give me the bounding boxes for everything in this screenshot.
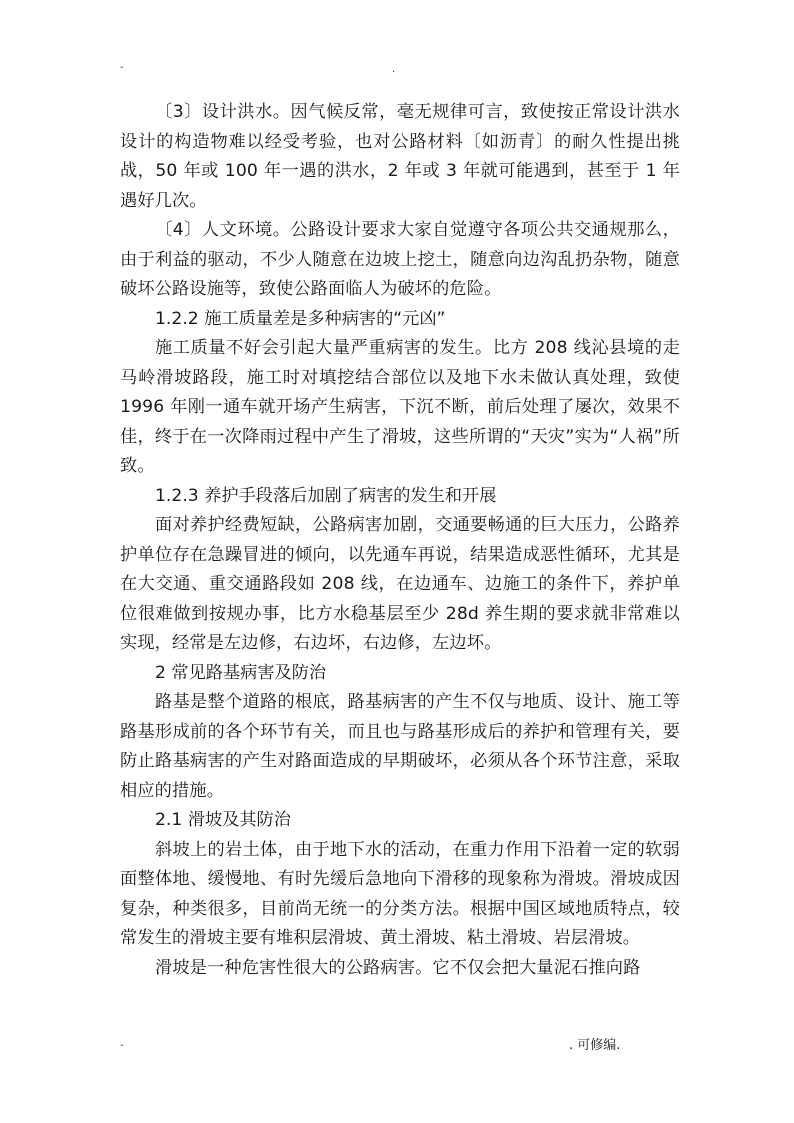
- heading-2: 2 常见路基病害及防治: [155, 662, 327, 683]
- footer-editable-note: . 可修编.: [569, 1038, 621, 1053]
- heading-1-2-2: 1.2.2 施工质量差是多种病害的“元凶”: [155, 308, 446, 329]
- document-body: [120, 98, 680, 983]
- footer-left-mark: -: [120, 1040, 124, 1051]
- header-left-mark: -: [120, 62, 124, 73]
- paragraph-construction-quality: 施工质量不好会引起大量严重病害的发生。比方 208 线沁县境的走马岭滑坡路段，施工时对填挖结合部位以及地下水未做认真处理，致使 1996 年刚一通车就开场产生病害，下沉不断，前后处理了屡次，效果不佳，终于在一次降雨过程中产生了滑坡，这些所谓的“天灾”实为“人祸”所致。: [120, 338, 680, 476]
- paragraph-landslide-definition: 斜坡上的岩土体，由于地下水的活动，在重力作用下沿着一定的软弱面整体地、缓慢地、有时先缓后急地向下滑移的现象称为滑坡。滑坡成因复杂，种类很多，目前尚无统一的分类方法。根据中国区域地质特点，较常发生的滑坡主要有堆积层滑坡、黄土滑坡、粘土滑坡、岩层滑坡。: [120, 839, 680, 948]
- paragraph-maintenance: 面对养护经费短缺，公路病害加剧，交通要畅通的巨大压力，公路养护单位存在急躁冒进的倾向，以先通车再说，结果造成恶性循环，尤其是在大交通、重交通路段如 208 线，在边通车、边施工的条件下，养护单位很难做到按规办事，比方水稳基层至少 28d 养生期的要求就非常难以实现，经常是左边修，右边坏，右边修，左边坏。: [120, 515, 680, 653]
- heading-2-1: 2.1 滑坡及其防治: [155, 810, 291, 830]
- paragraph-landslide-hazard: 滑坡是一种危害性很大的公路病害。它不仅会把大量泥石推向路: [155, 957, 641, 978]
- paragraph-human-environment: 〔4〕人文环境。公路设计要求大家自觉遵守各项公共交通规那么，由于利益的驱动，不少人随意在边坡上挖土，随意向边沟乱扔杂物，随意破坏公路设施等，致使公路面临人为破坏的危险。: [120, 220, 680, 299]
- paragraph-subgrade: 路基是整个道路的根底，路基病害的产生不仅与地质、设计、施工等路基形成前的各个环节有关，而且也与路基形成后的养护和管理有关，要防止路基病害的产生对路面造成的早期破坏，必须从各个环节注意，采取相应的措施。: [120, 692, 680, 801]
- paragraph-design-flood: 〔3〕设计洪水。因气候反常，毫无规律可言，致使按正常设计洪水设计的构造物难以经受考验，也对公路材料〔如沥青〕的耐久性提出挑战，50 年或 100 年一遇的洪水，2 年或 3 年就可能遇到，甚至于 1 年遇好几次。: [120, 102, 680, 211]
- header-center-mark: .: [392, 64, 396, 75]
- heading-1-2-3: 1.2.3 养护手段落后加剧了病害的发生和开展: [155, 485, 497, 506]
